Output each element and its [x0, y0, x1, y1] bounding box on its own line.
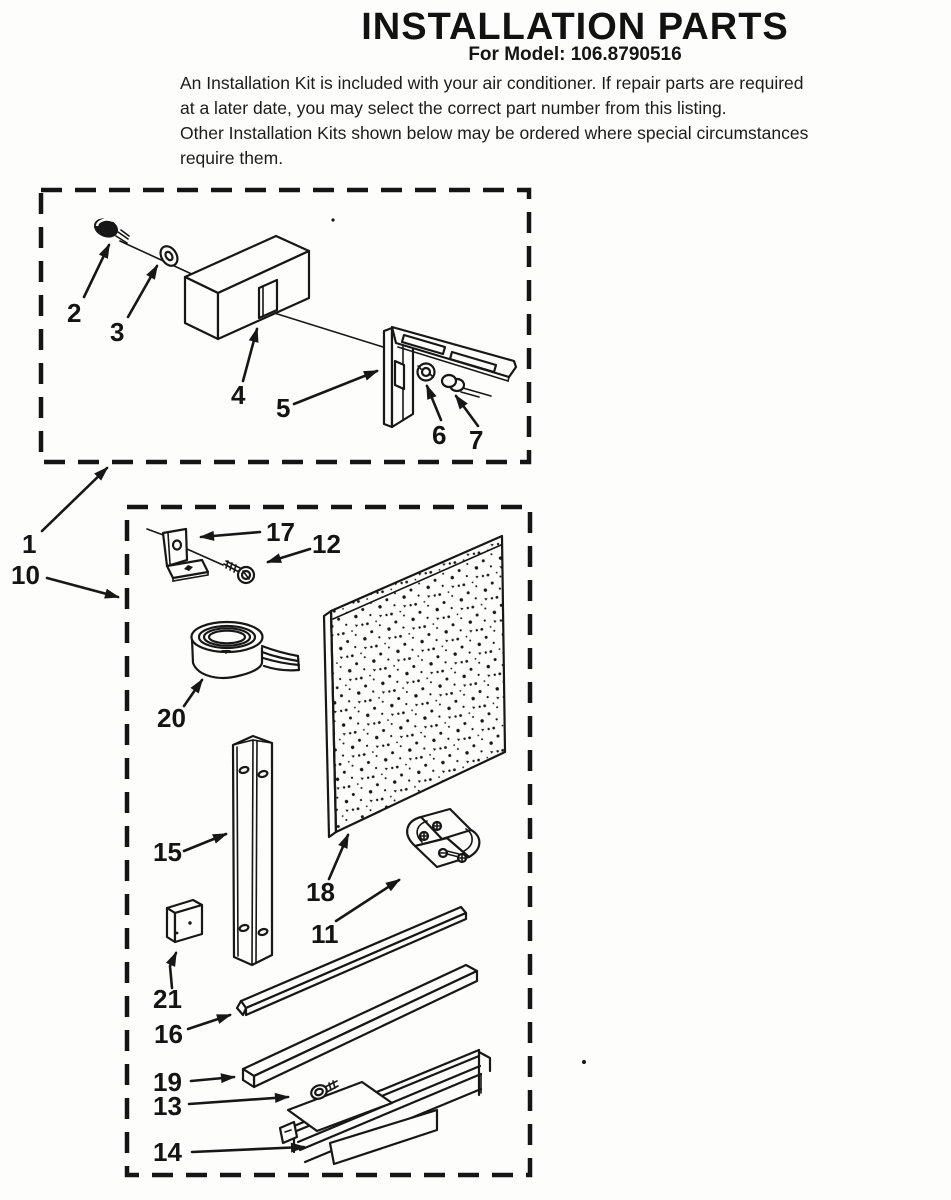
- callout-18: 18: [306, 877, 335, 907]
- leader-3: [128, 266, 157, 317]
- leader-6: [427, 386, 441, 420]
- callout-4: 4: [231, 380, 246, 410]
- scan-speck: [331, 218, 334, 221]
- callout-17: 17: [266, 517, 295, 547]
- leader-19: [191, 1077, 234, 1081]
- leader-10: [47, 578, 118, 597]
- washer-part-3-illustration: [157, 243, 181, 269]
- leader-16: [188, 1015, 230, 1029]
- screw-part-12-illustration: [224, 561, 254, 583]
- intro-line-2: at a later date, you may select the correct part number from this listing.: [180, 98, 727, 118]
- square-bar-part-19-illustration: [243, 965, 477, 1087]
- nut-part-6-illustration: [418, 364, 435, 381]
- clamp-bracket-part-11-illustration: [407, 809, 479, 867]
- leader-4: [243, 329, 257, 381]
- block-part-21-illustration: [167, 900, 202, 942]
- leader-2: [84, 245, 109, 297]
- leader-15: [184, 834, 226, 851]
- foam-tape-part-20-illustration: [192, 622, 300, 678]
- screw-part-2-illustration: [91, 215, 129, 243]
- kit-callouts-group: [11, 468, 118, 597]
- sill-channel-part-14-illustration: [280, 1050, 490, 1164]
- alignment-line: [120, 241, 196, 276]
- foam-panel-part-18-illustration: [324, 536, 505, 837]
- scan-speck: [582, 1060, 586, 1064]
- callout-5: 5: [276, 393, 291, 423]
- callout-7: 7: [469, 425, 484, 455]
- callout-11: 11: [311, 919, 339, 949]
- leader-5: [294, 371, 377, 404]
- leader-17: [201, 532, 260, 537]
- intro-line-3: Other Installation Kits shown below may be ordered where special circumstances: [180, 123, 809, 143]
- leader-14: [192, 1147, 304, 1152]
- callout-12: 12: [312, 529, 341, 559]
- callout-2: 2: [67, 298, 82, 328]
- leader-1: [42, 468, 107, 531]
- callout-1: 1: [22, 529, 37, 559]
- leader-18: [329, 835, 348, 879]
- kit-10-group: [127, 507, 530, 1175]
- alignment-line: [271, 312, 383, 347]
- callout-21: 21: [153, 984, 182, 1014]
- leader-21: [170, 953, 176, 988]
- leader-20: [184, 680, 202, 706]
- callout-6: 6: [432, 420, 447, 450]
- page-title: INSTALLATION PARTS: [361, 6, 789, 48]
- leader-13: [189, 1097, 288, 1104]
- channel-part-15-illustration: [233, 736, 272, 965]
- callout-20: 20: [157, 703, 186, 733]
- callout-15: 15: [153, 837, 182, 867]
- callout-13: 13: [153, 1091, 182, 1121]
- callout-3: 3: [110, 317, 125, 347]
- kit-1-group: [41, 190, 529, 462]
- bolt-part-7-illustration: [442, 375, 491, 397]
- intro-line-1: An Installation Kit is included with your air conditioner. If repair parts are required: [180, 73, 804, 93]
- leader-11: [336, 880, 399, 921]
- callout-10: 10: [11, 560, 40, 590]
- intro-line-4: require them.: [180, 148, 284, 168]
- leader-12: [268, 549, 310, 562]
- cover-part-4-illustration: [185, 236, 309, 339]
- callout-14: 14: [153, 1137, 182, 1167]
- leader-7: [456, 396, 478, 426]
- model-number-line: For Model: 106.8790516: [468, 44, 682, 65]
- callout-19: 19: [153, 1067, 182, 1097]
- callout-16: 16: [154, 1019, 183, 1049]
